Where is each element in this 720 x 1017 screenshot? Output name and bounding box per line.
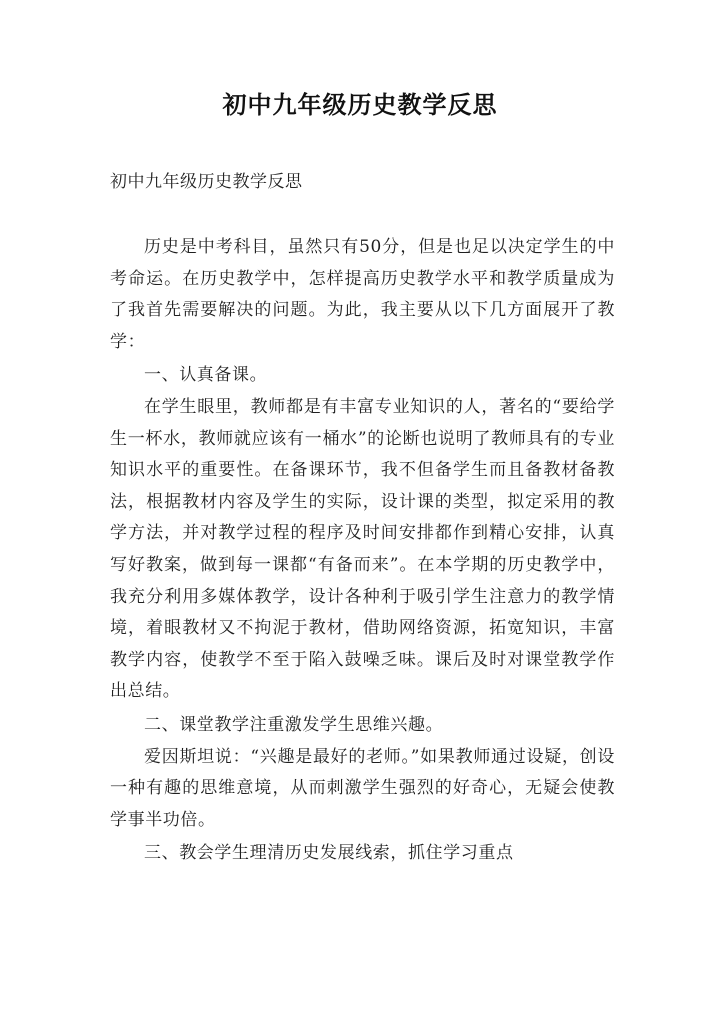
document-title: 初中九年级历史教学反思	[222, 91, 498, 119]
paragraph-section-2: 爱因斯坦说：“兴趣是最好的老师。”如果教师通过设疑，创设一种有趣的思维意境，从而刺激学生强烈的好奇心，无疑会使教学事半功倍。	[110, 746, 615, 830]
paragraph-intro: 历史是中考科目，虽然只有50分，但是也足以决定学生的中考命运。在历史教学中，怎样提高历史教学水平和教学质量成为了我首先需要解决的问题。为此，我主要从以下几方面展开了教学：	[110, 237, 615, 352]
section-heading-2: 二、课堂教学注重激发学生思维兴趣。	[144, 714, 444, 735]
paragraph-section-1: 在学生眼里，教师都是有丰富专业知识的人，著名的“要给学生一杯水，教师就应该有一桶水”的论断也说明了教师具有的专业知识水平的重要性。在备课环节，我不但备学生而且备教材备教法，根据教材内容及学生的实际，设计课的类型，拟定采用的教学方法，并对教学过程的程序及时间安排都作到精心安排，认真写好教案，做到每一课都“有备而来”。在本学期的历史教学中，我充分利用多媒体教学，设计各种利于吸引学生注意力的教学情境，着眼教材又不拘泥于教材，借助网络资源，拓宽知识，丰富教学内容，使教学不至于陷入鼓噪乏味。课后及时对课堂教学作出总结。	[110, 396, 615, 702]
section-heading-1: 一、认真备课。	[144, 365, 268, 386]
document-body	[110, 232, 615, 870]
document-subtitle: 初中九年级历史教学反思	[110, 172, 303, 192]
section-heading-3: 三、教会学生理清历史发展线索，抓住学习重点	[144, 843, 514, 864]
